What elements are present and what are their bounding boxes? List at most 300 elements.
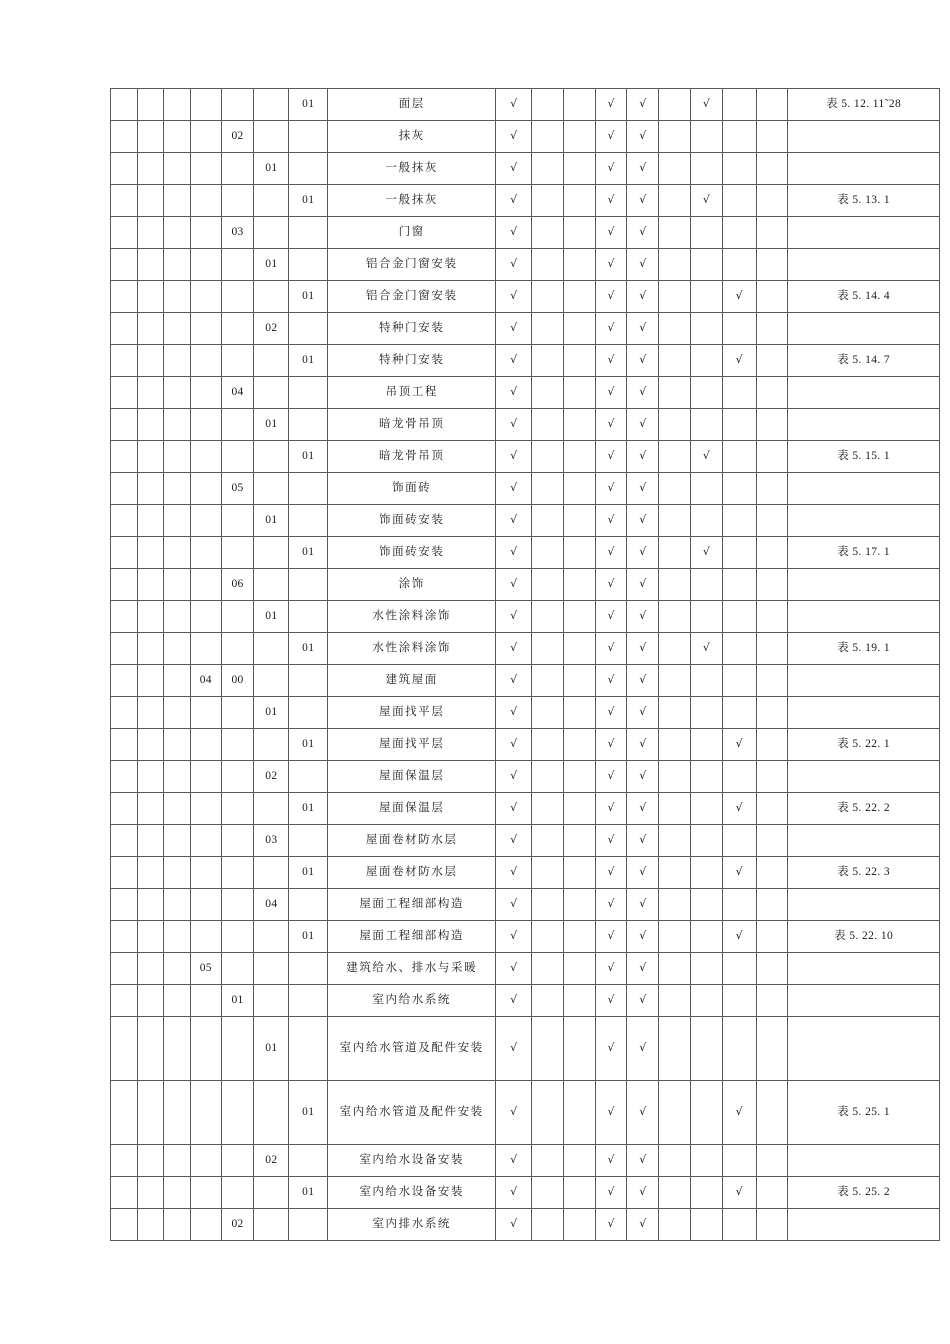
empty-check-cell <box>532 1209 564 1241</box>
checkmark-cell <box>595 1145 627 1177</box>
empty-check-cell <box>659 857 691 889</box>
empty-check-cell <box>756 217 788 249</box>
code-cell-level-7: 01 <box>289 633 328 665</box>
code-cell-level-6 <box>254 793 289 825</box>
checkmark-cell <box>595 825 627 857</box>
check-icon: √ <box>510 1216 518 1230</box>
code-cell-level-1 <box>111 313 138 345</box>
code-cell-level-6: 02 <box>254 313 289 345</box>
code-cell-level-6 <box>254 281 289 313</box>
code-cell-level-5 <box>221 633 254 665</box>
checkmark-cell <box>496 121 532 153</box>
checkmark-cell <box>595 537 627 569</box>
code-cell-level-2 <box>137 473 164 505</box>
code-cell-level-2 <box>137 249 164 281</box>
code-cell-level-3 <box>164 473 191 505</box>
empty-check-cell <box>563 633 595 665</box>
code-cell-level-3 <box>164 505 191 537</box>
check-icon: √ <box>639 576 647 590</box>
checkmark-cell <box>595 217 627 249</box>
empty-check-cell <box>659 729 691 761</box>
reference-note-cell: 表 5. 14. 7 <box>788 345 940 377</box>
code-cell-level-3 <box>164 953 191 985</box>
empty-check-cell <box>532 185 564 217</box>
check-icon: √ <box>735 1104 743 1118</box>
check-icon: √ <box>639 928 647 942</box>
code-cell-level-3 <box>164 185 191 217</box>
empty-check-cell <box>756 1209 788 1241</box>
checkmark-cell <box>627 857 659 889</box>
table-row <box>111 441 940 473</box>
empty-check-cell <box>690 281 722 313</box>
code-cell-level-7 <box>289 1017 328 1081</box>
empty-check-cell <box>722 953 756 985</box>
code-cell-level-5 <box>221 761 254 793</box>
code-cell-level-2 <box>137 793 164 825</box>
empty-check-cell <box>690 1209 722 1241</box>
check-icon: √ <box>607 480 615 494</box>
item-name-cell: 室内给水管道及配件安装 <box>328 1017 496 1081</box>
check-icon: √ <box>639 256 647 270</box>
code-cell-level-4: 05 <box>190 953 221 985</box>
code-cell-level-5: 00 <box>221 665 254 697</box>
check-icon: √ <box>639 1104 647 1118</box>
code-cell-level-7 <box>289 601 328 633</box>
reference-note-cell <box>788 313 940 345</box>
checkmark-cell <box>627 249 659 281</box>
code-cell-level-2 <box>137 1145 164 1177</box>
empty-check-cell <box>722 505 756 537</box>
reference-note-cell: 表 5. 19. 1 <box>788 633 940 665</box>
empty-check-cell <box>690 1017 722 1081</box>
check-icon: √ <box>607 736 615 750</box>
empty-check-cell <box>659 505 691 537</box>
empty-check-cell <box>690 761 722 793</box>
code-cell-level-1 <box>111 89 138 121</box>
item-name-cell: 暗龙骨吊顶 <box>328 441 496 473</box>
code-cell-level-1 <box>111 665 138 697</box>
table-row <box>111 601 940 633</box>
code-cell-level-1 <box>111 697 138 729</box>
checkmark-cell <box>496 889 532 921</box>
check-icon: √ <box>607 1152 615 1166</box>
code-cell-level-7 <box>289 153 328 185</box>
code-cell-level-3 <box>164 281 191 313</box>
check-icon: √ <box>607 608 615 622</box>
checkmark-cell <box>496 601 532 633</box>
code-cell-level-6: 02 <box>254 1145 289 1177</box>
code-cell-level-4 <box>190 217 221 249</box>
empty-check-cell <box>659 953 691 985</box>
code-cell-level-2 <box>137 345 164 377</box>
checkmark-cell <box>595 985 627 1017</box>
check-icon: √ <box>510 320 518 334</box>
empty-check-cell <box>756 953 788 985</box>
reference-note-cell <box>788 761 940 793</box>
empty-check-cell <box>532 313 564 345</box>
code-cell-level-3 <box>164 1017 191 1081</box>
table-row <box>111 985 940 1017</box>
checkmark-cell <box>595 665 627 697</box>
checkmark-cell <box>496 409 532 441</box>
empty-check-cell <box>690 121 722 153</box>
checkmark-cell <box>722 281 756 313</box>
item-name-cell: 室内给水管道及配件安装 <box>328 1081 496 1145</box>
item-name-cell: 涂饰 <box>328 569 496 601</box>
code-cell-level-4 <box>190 249 221 281</box>
code-cell-level-4 <box>190 281 221 313</box>
check-icon: √ <box>510 960 518 974</box>
check-icon: √ <box>639 544 647 558</box>
code-cell-level-1 <box>111 441 138 473</box>
code-cell-level-2 <box>137 761 164 793</box>
code-cell-level-6 <box>254 185 289 217</box>
table-row <box>111 1081 940 1145</box>
check-icon: √ <box>510 832 518 846</box>
empty-check-cell <box>659 1081 691 1145</box>
code-cell-level-4 <box>190 1209 221 1241</box>
empty-check-cell <box>532 921 564 953</box>
check-icon: √ <box>607 192 615 206</box>
code-cell-level-4 <box>190 473 221 505</box>
empty-check-cell <box>659 889 691 921</box>
table-row <box>111 377 940 409</box>
empty-check-cell <box>756 601 788 633</box>
code-cell-level-3 <box>164 409 191 441</box>
code-cell-level-1 <box>111 345 138 377</box>
empty-check-cell <box>659 377 691 409</box>
check-icon: √ <box>607 160 615 174</box>
code-cell-level-1 <box>111 921 138 953</box>
reference-note-cell <box>788 889 940 921</box>
code-cell-level-6 <box>254 1177 289 1209</box>
code-cell-level-1 <box>111 217 138 249</box>
checkmark-cell <box>627 1145 659 1177</box>
checkmark-cell <box>627 121 659 153</box>
empty-check-cell <box>563 793 595 825</box>
code-cell-level-6 <box>254 473 289 505</box>
code-cell-level-6 <box>254 665 289 697</box>
check-icon: √ <box>607 448 615 462</box>
checkmark-cell <box>627 89 659 121</box>
code-cell-level-7: 01 <box>289 1081 328 1145</box>
checkmark-cell <box>595 633 627 665</box>
empty-check-cell <box>690 985 722 1017</box>
code-cell-level-2 <box>137 665 164 697</box>
empty-check-cell <box>722 825 756 857</box>
checkmark-cell <box>496 1081 532 1145</box>
code-cell-level-6: 01 <box>254 697 289 729</box>
checkmark-cell <box>627 473 659 505</box>
code-cell-level-5 <box>221 313 254 345</box>
checkmark-cell <box>627 697 659 729</box>
check-icon: √ <box>607 416 615 430</box>
item-name-cell: 铝合金门窗安装 <box>328 249 496 281</box>
checkmark-cell <box>496 921 532 953</box>
empty-check-cell <box>722 537 756 569</box>
check-icon: √ <box>510 992 518 1006</box>
checkmark-cell <box>496 1017 532 1081</box>
empty-check-cell <box>690 729 722 761</box>
code-cell-level-2 <box>137 889 164 921</box>
checkmark-cell <box>627 1017 659 1081</box>
code-cell-level-7: 01 <box>289 729 328 761</box>
code-cell-level-3 <box>164 857 191 889</box>
code-cell-level-4 <box>190 313 221 345</box>
empty-check-cell <box>532 505 564 537</box>
checkmark-cell <box>496 697 532 729</box>
check-icon: √ <box>735 736 743 750</box>
checkmark-cell <box>722 1081 756 1145</box>
code-cell-level-4 <box>190 1177 221 1209</box>
item-name-cell: 屋面工程细部构造 <box>328 889 496 921</box>
check-icon: √ <box>702 96 710 110</box>
code-cell-level-7: 01 <box>289 1177 328 1209</box>
checkmark-cell <box>496 793 532 825</box>
empty-check-cell <box>659 761 691 793</box>
table-row <box>111 1177 940 1209</box>
code-cell-level-3 <box>164 633 191 665</box>
item-name-cell: 室内排水系统 <box>328 1209 496 1241</box>
code-cell-level-3 <box>164 441 191 473</box>
item-name-cell: 屋面卷材防水层 <box>328 825 496 857</box>
checkmark-cell <box>595 121 627 153</box>
check-icon: √ <box>735 1184 743 1198</box>
reference-note-cell <box>788 121 940 153</box>
empty-check-cell <box>722 601 756 633</box>
empty-check-cell <box>690 921 722 953</box>
empty-check-cell <box>563 665 595 697</box>
code-cell-level-3 <box>164 569 191 601</box>
item-name-cell: 抹灰 <box>328 121 496 153</box>
empty-check-cell <box>532 793 564 825</box>
code-cell-level-5 <box>221 921 254 953</box>
item-name-cell: 一般抹灰 <box>328 153 496 185</box>
empty-check-cell <box>532 601 564 633</box>
empty-check-cell <box>690 377 722 409</box>
checkmark-cell <box>627 1209 659 1241</box>
empty-check-cell <box>756 793 788 825</box>
code-cell-level-7: 01 <box>289 89 328 121</box>
check-icon: √ <box>607 1216 615 1230</box>
checkmark-cell <box>627 953 659 985</box>
code-cell-level-7 <box>289 505 328 537</box>
code-cell-level-3 <box>164 601 191 633</box>
reference-note-cell <box>788 569 940 601</box>
empty-check-cell <box>722 377 756 409</box>
checkmark-cell <box>496 281 532 313</box>
code-cell-level-5 <box>221 505 254 537</box>
empty-check-cell <box>722 313 756 345</box>
checkmark-cell <box>690 633 722 665</box>
code-cell-level-2 <box>137 153 164 185</box>
code-cell-level-6 <box>254 953 289 985</box>
item-name-cell: 特种门安装 <box>328 313 496 345</box>
checkmark-cell <box>627 1177 659 1209</box>
empty-check-cell <box>659 665 691 697</box>
empty-check-cell <box>659 1145 691 1177</box>
check-icon: √ <box>639 192 647 206</box>
checkmark-cell <box>595 505 627 537</box>
empty-check-cell <box>722 665 756 697</box>
check-icon: √ <box>510 288 518 302</box>
check-icon: √ <box>607 1104 615 1118</box>
code-cell-level-1 <box>111 633 138 665</box>
check-icon: √ <box>639 896 647 910</box>
empty-check-cell <box>756 281 788 313</box>
checkmark-cell <box>627 185 659 217</box>
code-cell-level-6: 01 <box>254 601 289 633</box>
empty-check-cell <box>659 537 691 569</box>
check-icon: √ <box>639 224 647 238</box>
checkmark-cell <box>627 313 659 345</box>
code-cell-level-5 <box>221 729 254 761</box>
reference-note-cell <box>788 153 940 185</box>
checkmark-cell <box>595 889 627 921</box>
check-icon: √ <box>639 96 647 110</box>
item-name-cell: 室内给水设备安装 <box>328 1177 496 1209</box>
checkmark-cell <box>722 921 756 953</box>
empty-check-cell <box>532 889 564 921</box>
code-cell-level-7 <box>289 121 328 153</box>
check-icon: √ <box>607 800 615 814</box>
code-cell-level-2 <box>137 1177 164 1209</box>
code-cell-level-7 <box>289 1209 328 1241</box>
code-cell-level-4 <box>190 1017 221 1081</box>
check-icon: √ <box>639 416 647 430</box>
code-cell-level-4: 04 <box>190 665 221 697</box>
empty-check-cell <box>659 921 691 953</box>
empty-check-cell <box>756 889 788 921</box>
code-cell-level-7 <box>289 473 328 505</box>
empty-check-cell <box>690 953 722 985</box>
code-cell-level-5 <box>221 281 254 313</box>
checkmark-cell <box>627 441 659 473</box>
code-cell-level-7 <box>289 889 328 921</box>
empty-check-cell <box>756 697 788 729</box>
check-icon: √ <box>639 128 647 142</box>
code-cell-level-6 <box>254 441 289 473</box>
table-row <box>111 569 940 601</box>
reference-note-cell: 表 5. 13. 1 <box>788 185 940 217</box>
checklist-table <box>110 88 940 1241</box>
checkmark-cell <box>595 1017 627 1081</box>
reference-note-cell <box>788 985 940 1017</box>
empty-check-cell <box>532 697 564 729</box>
checkmark-cell <box>627 569 659 601</box>
code-cell-level-7 <box>289 409 328 441</box>
table-row <box>111 537 940 569</box>
code-cell-level-4 <box>190 761 221 793</box>
empty-check-cell <box>659 153 691 185</box>
item-name-cell: 暗龙骨吊顶 <box>328 409 496 441</box>
item-name-cell: 水性涂料涂饰 <box>328 601 496 633</box>
code-cell-level-1 <box>111 185 138 217</box>
empty-check-cell <box>722 409 756 441</box>
check-icon: √ <box>510 544 518 558</box>
code-cell-level-4 <box>190 345 221 377</box>
check-icon: √ <box>607 832 615 846</box>
empty-check-cell <box>722 441 756 473</box>
code-cell-level-7: 01 <box>289 185 328 217</box>
table-row <box>111 249 940 281</box>
item-name-cell: 铝合金门窗安装 <box>328 281 496 313</box>
reference-note-cell: 表 5. 22. 10 <box>788 921 940 953</box>
table-row <box>111 633 940 665</box>
table-row <box>111 889 940 921</box>
empty-check-cell <box>756 729 788 761</box>
code-cell-level-5: 03 <box>221 217 254 249</box>
code-cell-level-2 <box>137 505 164 537</box>
code-cell-level-5 <box>221 953 254 985</box>
empty-check-cell <box>563 825 595 857</box>
empty-check-cell <box>532 249 564 281</box>
checkmark-cell <box>627 377 659 409</box>
empty-check-cell <box>756 185 788 217</box>
check-icon: √ <box>639 800 647 814</box>
empty-check-cell <box>690 697 722 729</box>
empty-check-cell <box>690 505 722 537</box>
checkmark-cell <box>595 569 627 601</box>
code-cell-level-3 <box>164 345 191 377</box>
code-cell-level-3 <box>164 665 191 697</box>
code-cell-level-1 <box>111 505 138 537</box>
empty-check-cell <box>722 153 756 185</box>
empty-check-cell <box>722 185 756 217</box>
check-icon: √ <box>607 928 615 942</box>
check-icon: √ <box>607 960 615 974</box>
empty-check-cell <box>756 633 788 665</box>
empty-check-cell <box>563 217 595 249</box>
check-icon: √ <box>510 736 518 750</box>
reference-note-cell: 表 5. 14. 4 <box>788 281 940 313</box>
table-row <box>111 185 940 217</box>
empty-check-cell <box>659 249 691 281</box>
empty-check-cell <box>563 1081 595 1145</box>
table-row <box>111 761 940 793</box>
empty-check-cell <box>532 153 564 185</box>
item-name-cell: 屋面保温层 <box>328 761 496 793</box>
reference-note-cell <box>788 1209 940 1241</box>
checkmark-cell <box>722 857 756 889</box>
code-cell-level-1 <box>111 601 138 633</box>
item-name-cell: 建筑屋面 <box>328 665 496 697</box>
checklist-table-container <box>110 88 940 1241</box>
item-name-cell: 屋面工程细部构造 <box>328 921 496 953</box>
check-icon: √ <box>510 384 518 398</box>
code-cell-level-4 <box>190 889 221 921</box>
code-cell-level-4 <box>190 409 221 441</box>
check-icon: √ <box>510 1040 518 1054</box>
code-cell-level-5: 02 <box>221 121 254 153</box>
empty-check-cell <box>659 1017 691 1081</box>
code-cell-level-4 <box>190 729 221 761</box>
code-cell-level-6 <box>254 89 289 121</box>
code-cell-level-4 <box>190 857 221 889</box>
check-icon: √ <box>510 512 518 526</box>
table-row <box>111 217 940 249</box>
check-icon: √ <box>510 928 518 942</box>
empty-check-cell <box>563 505 595 537</box>
empty-check-cell <box>690 889 722 921</box>
empty-check-cell <box>563 473 595 505</box>
code-cell-level-3 <box>164 89 191 121</box>
empty-check-cell <box>756 1177 788 1209</box>
check-icon: √ <box>510 480 518 494</box>
checkmark-cell <box>627 729 659 761</box>
check-icon: √ <box>639 480 647 494</box>
empty-check-cell <box>532 761 564 793</box>
